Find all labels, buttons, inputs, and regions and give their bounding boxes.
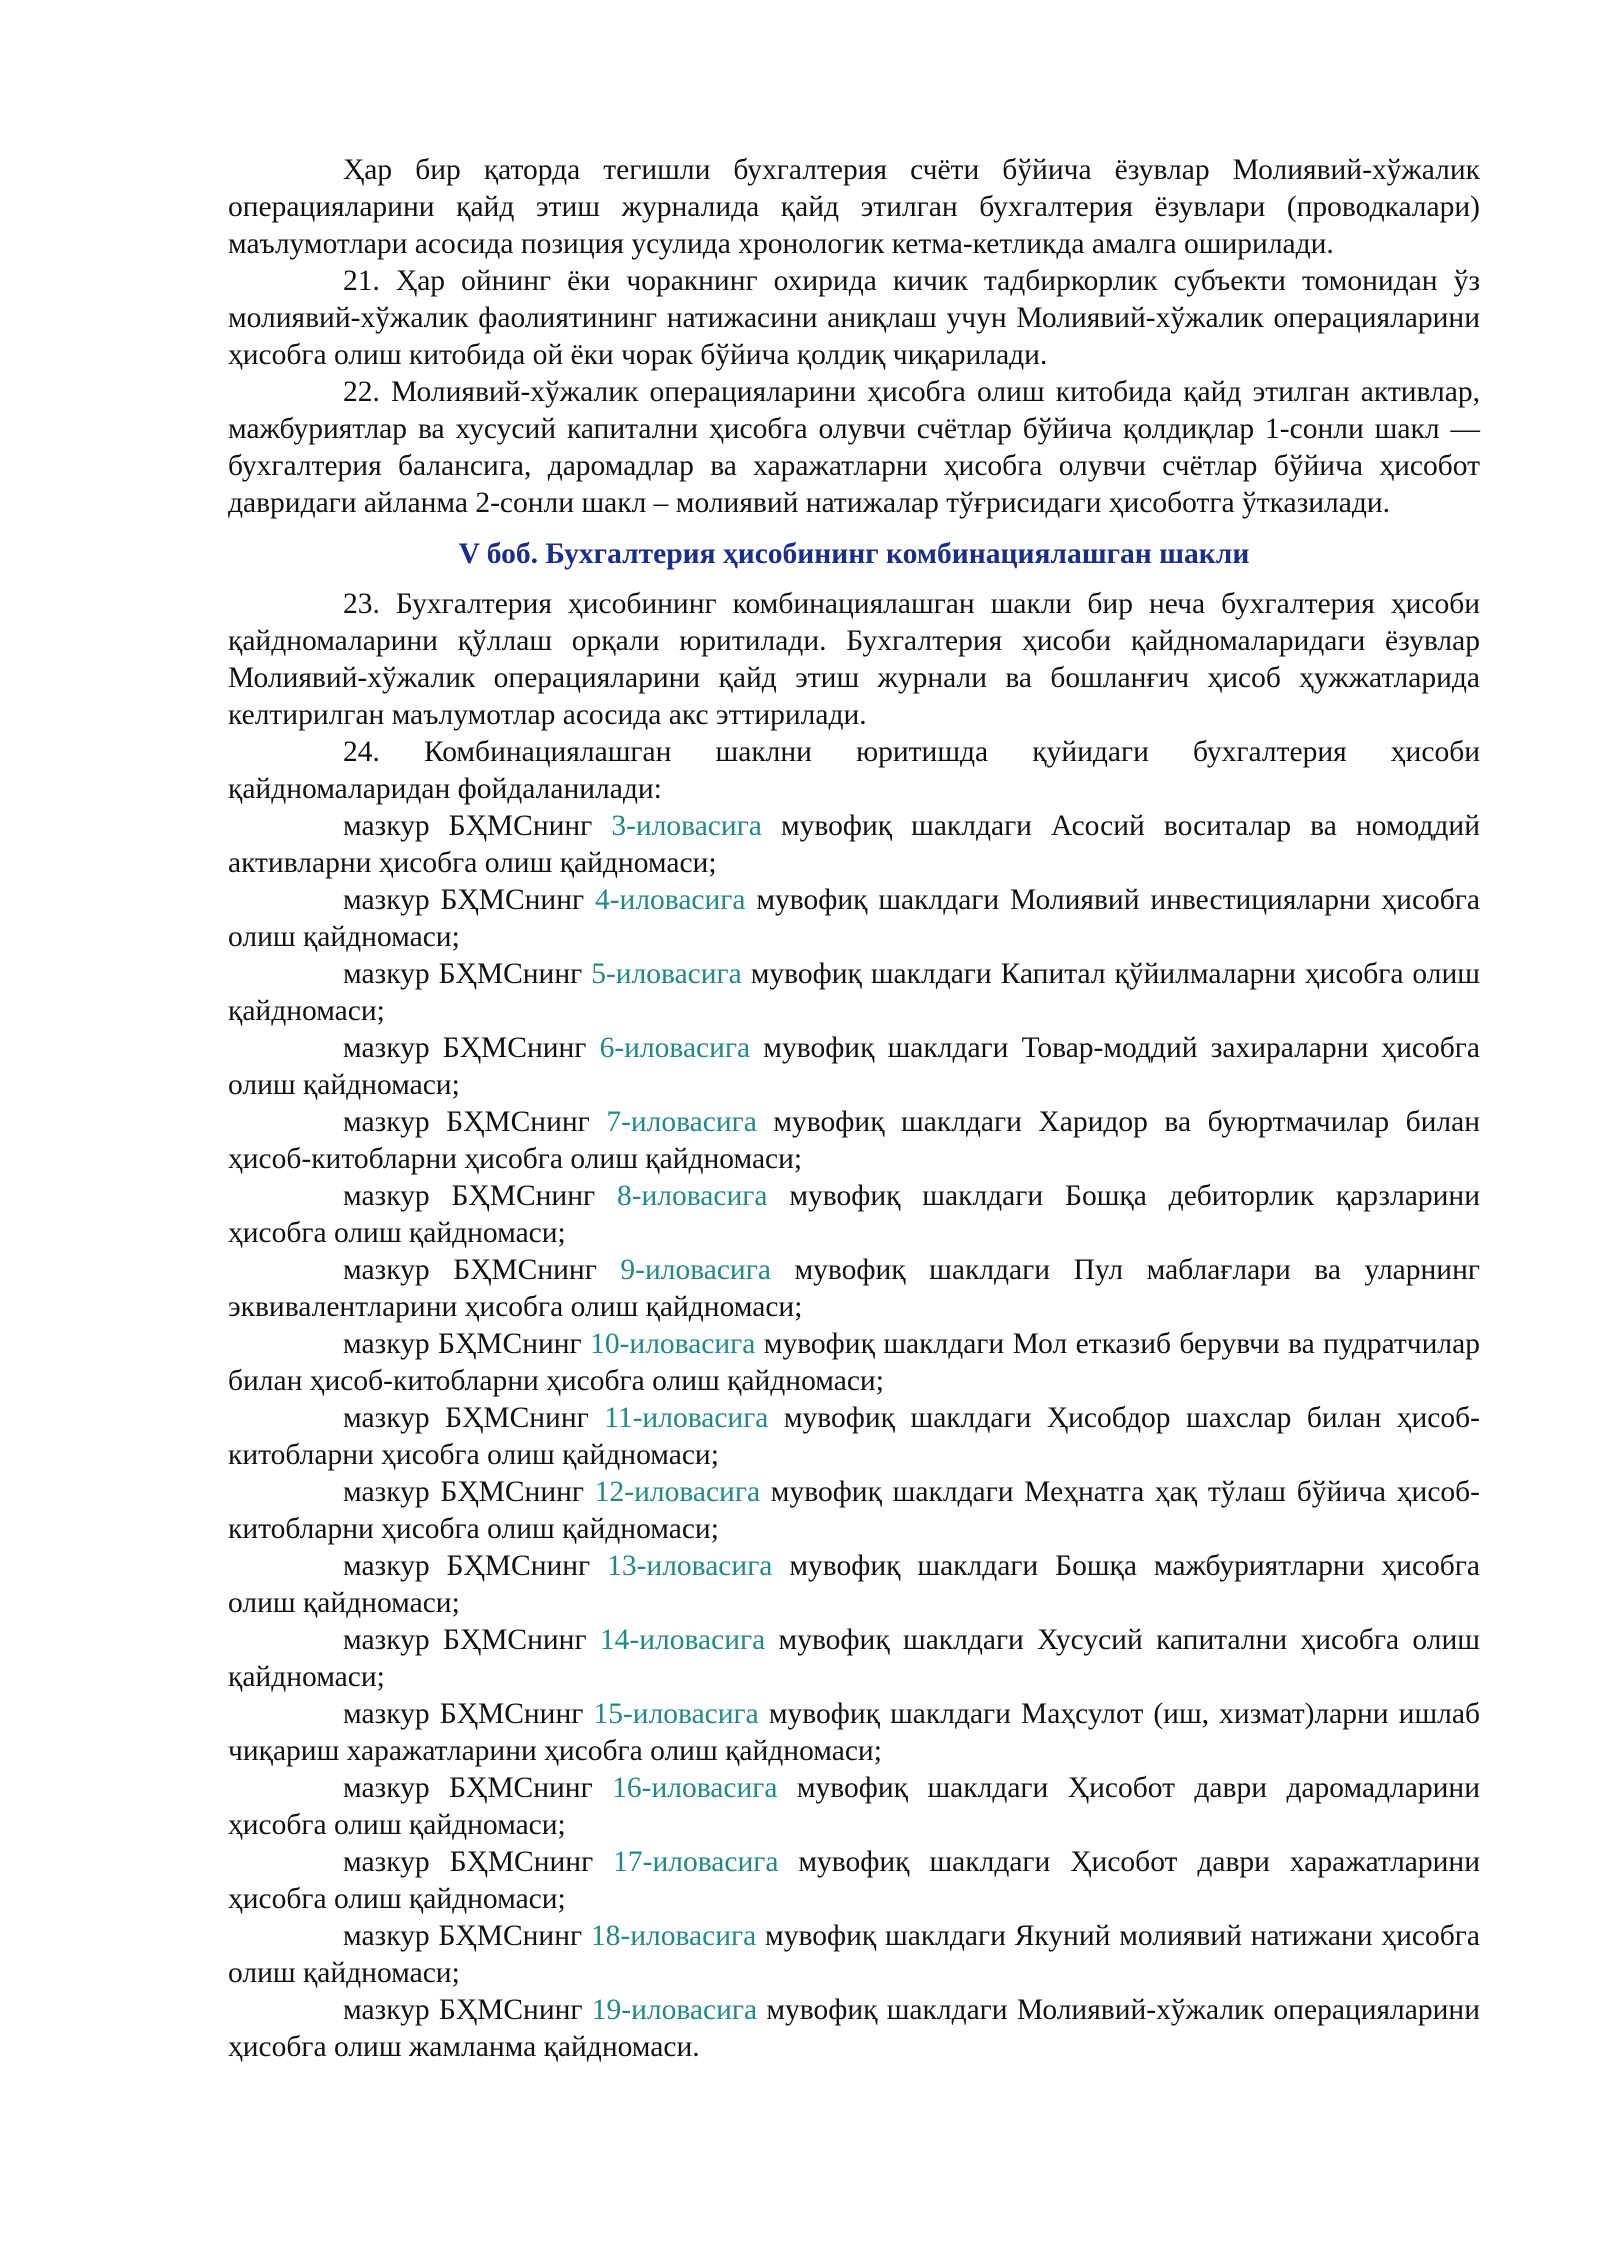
list-item: [228, 1844, 1480, 1918]
list-item: [228, 1326, 1480, 1400]
list-item-prefix: мазкур БҲМСнинг: [343, 884, 595, 916]
annex-link[interactable]: 9-иловасига: [620, 1254, 771, 1286]
list-item: [228, 956, 1480, 1030]
annex-link[interactable]: 13-иловасига: [607, 1550, 773, 1582]
annex-link[interactable]: 7-иловасига: [606, 1106, 757, 1138]
list-item-text: мувофиқ шаклдаги Мол етказиб берувчи ва пудратчилар билан ҳисоб-китобларни ҳисобга олиш қайдномаси;: [228, 1328, 1480, 1397]
annex-link[interactable]: 12-иловасига: [594, 1476, 761, 1508]
list-item-text: мувофиқ шаклдаги Ҳисобот даври даромадларини ҳисобга олиш қайдномаси;: [228, 1772, 1480, 1841]
list-item-text: мувофиқ шаклдаги Ҳисобдор шахслар билан ҳисоб-китобларни ҳисобга олиш қайдномаси;: [228, 1402, 1480, 1471]
list-item: [228, 1622, 1480, 1696]
annex-link[interactable]: 5-иловасига: [591, 958, 742, 990]
list-item-text: мувофиқ шаклдаги Маҳсулот (иш, хизмат)ларни ишлаб чиқариш харажатларини ҳисобга олиш қайдномаси;: [228, 1698, 1480, 1767]
list-item: [228, 1696, 1480, 1770]
annex-list: [228, 808, 1480, 2066]
annex-link[interactable]: 19-иловасига: [591, 1994, 758, 2026]
list-item-prefix: мазкур БҲМСнинг: [343, 1920, 591, 1952]
list-item-prefix: мазкур БҲМСнинг: [343, 1772, 613, 1804]
paragraph-intro: Ҳар бир қаторда тегишли бухгалтерия счёти бўйича ёзувлар Молиявий-хўжалик операцияларини қайд этиш журналида қайд этилган бухгалтерия ёзувлари (проводкалари) маълумотлари асосида позиция усулида хронологик кетма-кетликда амалга оширилади.: [228, 154, 1480, 260]
list-item-prefix: мазкур БҲМСнинг: [343, 1624, 600, 1656]
annex-link[interactable]: 11-иловасига: [604, 1402, 769, 1434]
annex-link[interactable]: 17-иловасига: [613, 1846, 779, 1878]
list-item-text: мувофиқ шаклдаги Меҳнатга ҳақ тўлаш бўйича ҳисоб-китобларни ҳисобга олиш қайдномаси;: [228, 1476, 1480, 1545]
list-item-prefix: мазкур БҲМСнинг: [343, 1032, 600, 1064]
annex-link[interactable]: 4-иловасига: [594, 884, 746, 916]
annex-link[interactable]: 6-иловасига: [599, 1032, 751, 1064]
list-item-text: мувофиқ шаклдаги Бошқа дебиторлик қарзларини ҳисобга олиш қайдномаси;: [228, 1180, 1480, 1249]
list-item-prefix: мазкур БҲМСнинг: [343, 1994, 592, 2026]
list-item: [228, 1992, 1480, 2066]
list-item: [228, 1104, 1480, 1178]
list-item-prefix: мазкур БҲМСнинг: [343, 1476, 595, 1508]
list-item-text: мувофиқ шаклдаги Молиявий-хўжалик операцияларини ҳисобга олиш жамланма қайдномаси.: [228, 1994, 1480, 2063]
list-item-prefix: мазкур БҲМСнинг: [343, 958, 592, 990]
list-item-text: мувофиқ шаклдаги Якуний молиявий натижани ҳисобга олиш қайдномаси;: [228, 1920, 1480, 1989]
paragraph-22: 22. Молиявий-хўжалик операцияларини ҳисобга олиш китобида қайд этилган активлар, мажбуриятлар ва хусусий капитални ҳисобга олувчи счётлар бўйича қолдиқлар 1-сонли шакл — бухгалтерия балансига, даромадлар ва харажатларни ҳисобга олувчи счётлар бўйича ҳисобот давридаги айланма 2-сонли шакл – молиявий натижалар тўғрисидаги ҳисоботга ўтказилади.: [228, 376, 1480, 519]
list-item-text: мувофиқ шаклдаги Харидор ва буюртмачилар билан ҳисоб-китобларни ҳисобга олиш қайдномаси;: [228, 1106, 1480, 1175]
list-item-prefix: мазкур БҲМСнинг: [343, 1328, 591, 1360]
list-item: [228, 1400, 1480, 1474]
list-item: [228, 882, 1480, 956]
list-item-prefix: мазкур БҲМСнинг: [343, 1698, 594, 1730]
annex-link[interactable]: 10-иловасига: [590, 1328, 756, 1360]
chapter-heading: V боб. Бухгалтерия ҳисобининг комбинациялашган шакли: [458, 538, 1250, 570]
paragraph-23: 23. Бухгалтерия ҳисобининг комбинациялашган шакли бир неча бухгалтерия ҳисоби қайдномаларини қўллаш орқали юритилади. Бухгалтерия ҳисоби қайдномаларидаги ёзувлар Молиявий-хўжалик операцияларини қайд этиш журнали ва бошланғич ҳисоб ҳужжатларида келтирилган маълумотлар асосида акс эттирилади.: [228, 588, 1480, 731]
list-item-text: мувофиқ шаклдаги Молиявий инвестицияларни ҳисобга олиш қайдномаси;: [228, 884, 1480, 953]
annex-link[interactable]: 8-иловасига: [616, 1180, 768, 1212]
list-item-prefix: мазкур БҲМСнинг: [343, 1180, 617, 1212]
annex-link[interactable]: 14-иловасига: [599, 1624, 766, 1656]
list-item: [228, 1918, 1480, 1992]
list-item: [228, 1030, 1480, 1104]
list-item-prefix: мазкур БҲМСнинг: [343, 810, 612, 842]
list-item: [228, 1474, 1480, 1548]
list-item-text: мувофиқ шаклдаги Асосий воситалар ва номоддий активларни ҳисобга олиш қайдномаси;: [228, 810, 1480, 879]
annex-link[interactable]: 18-иловасига: [590, 1920, 757, 1952]
list-item-text: мувофиқ шаклдаги Капитал қўйилмаларни ҳисобга олиш қайдномаси;: [228, 958, 1480, 1027]
list-item-text: мувофиқ шаклдаги Бошқа мажбуриятларни ҳисобга олиш қайдномаси;: [228, 1550, 1480, 1619]
paragraph-24: 24. Комбинациялашган шаклни юритишда қуйидаги бухгалтерия ҳисоби қайдномаларидан фойдаланилади:: [228, 736, 1480, 805]
list-item: [228, 1770, 1480, 1844]
list-item-text: мувофиқ шаклдаги Товар-моддий захираларни ҳисобга олиш қайдномаси;: [228, 1032, 1480, 1101]
list-item: [228, 1178, 1480, 1252]
list-item-text: мувофиқ шаклдаги Пул маблағлари ва уларнинг эквивалентларини ҳисобга олиш қайдномаси;: [228, 1254, 1480, 1323]
list-item-prefix: мазкур БҲМСнинг: [343, 1402, 605, 1434]
list-item: [228, 1252, 1480, 1326]
list-item-text: мувофиқ шаклдаги Ҳисобот даври харажатларини ҳисобга олиш қайдномаси;: [228, 1846, 1480, 1915]
list-item-prefix: мазкур БҲМСнинг: [343, 1106, 607, 1138]
annex-link[interactable]: 16-иловасига: [612, 1772, 778, 1804]
annex-link[interactable]: 15-иловасига: [593, 1698, 759, 1730]
annex-link[interactable]: 3-иловасига: [611, 810, 762, 842]
document-body: [228, 152, 1480, 2066]
list-item-prefix: мазкур БҲМСнинг: [343, 1846, 614, 1878]
list-item-text: мувофиқ шаклдаги Хусусий капитални ҳисобга олиш қайдномаси;: [228, 1624, 1480, 1693]
list-item: [228, 1548, 1480, 1622]
list-item: [228, 808, 1480, 882]
paragraph-21: 21. Ҳар ойнинг ёки чоракнинг охирида кичик тадбиркорлик субъекти томонидан ўз молиявий-хўжалик фаолиятининг натижасини аниқлаш учун Молиявий-хўжалик операцияларини ҳисобга олиш китобида ой ёки чорак бўйича қолдиқ чиқарилади.: [228, 265, 1480, 371]
list-item-prefix: мазкур БҲМСнинг: [343, 1550, 608, 1582]
list-item-prefix: мазкур БҲМСнинг: [343, 1254, 621, 1286]
